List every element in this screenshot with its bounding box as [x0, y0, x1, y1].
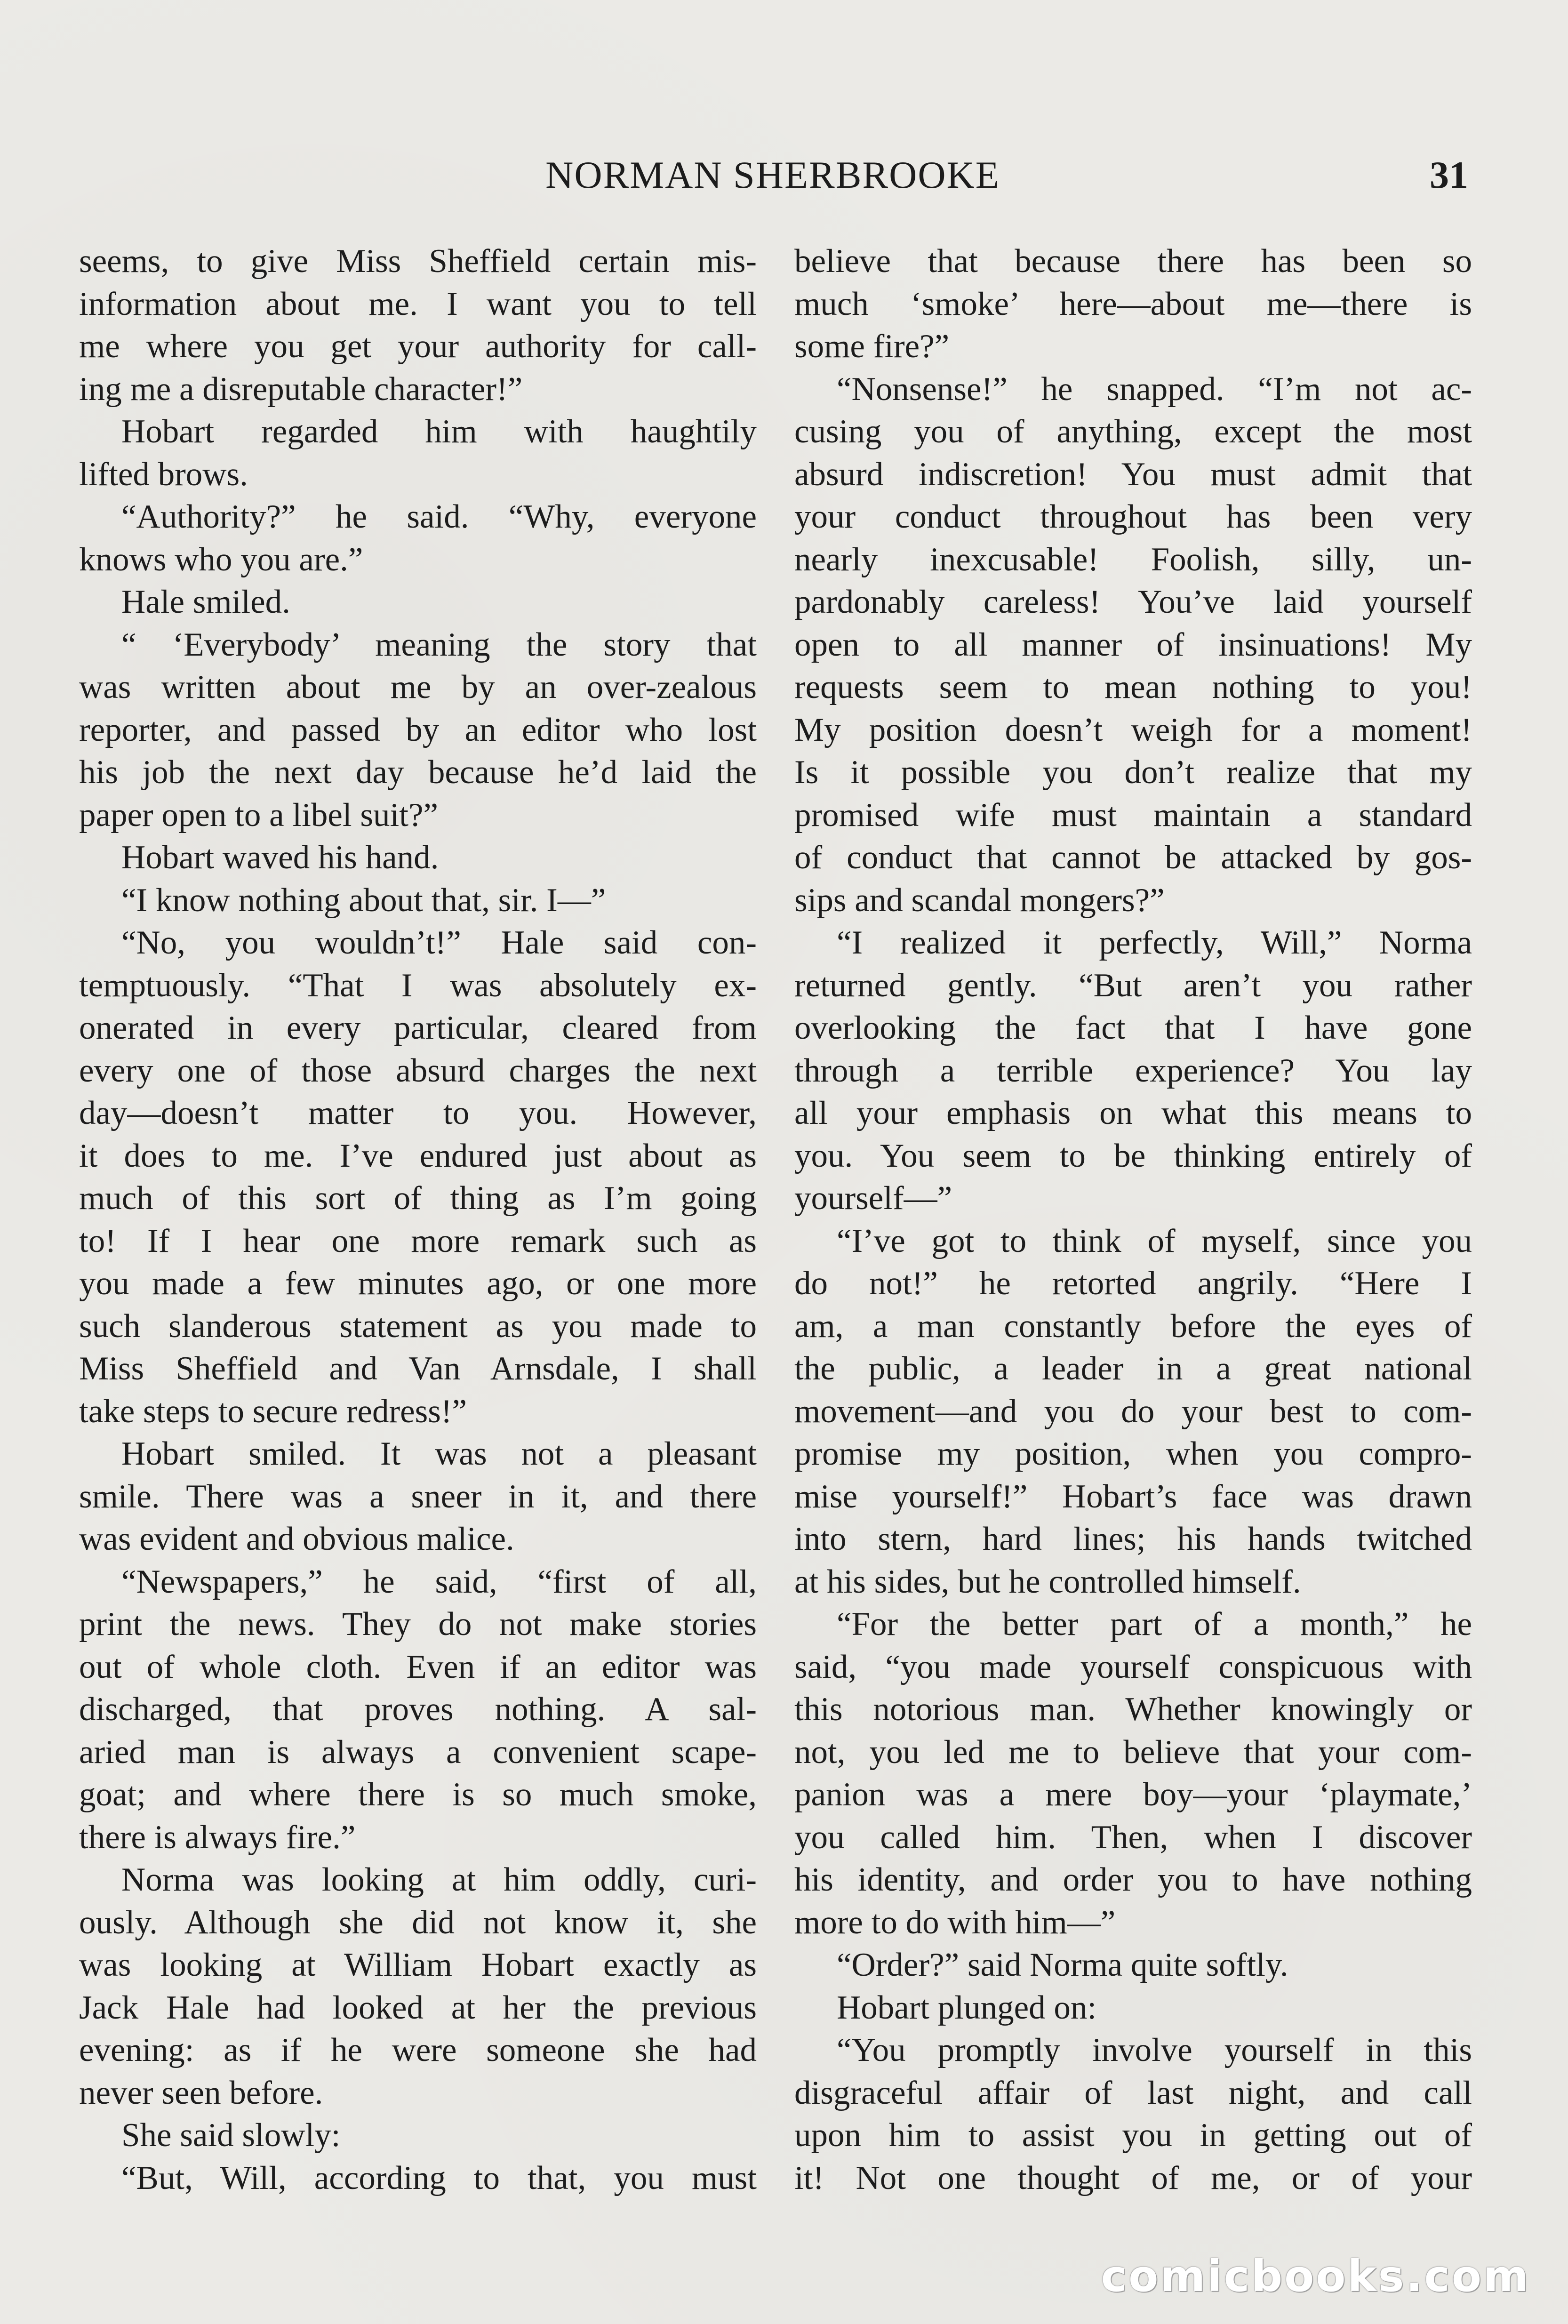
- text-line: much of this sort of thing as I’m going: [79, 1180, 757, 1217]
- text-line: “I know nothing about that, sir. I—”: [121, 882, 606, 919]
- text-line: Jack Hale had looked at her the previous: [79, 1989, 757, 2026]
- text-line: ously. Although she did not know it, she: [79, 1904, 757, 1941]
- text-line: disgraceful affair of last night, and call: [794, 2074, 1472, 2111]
- text-line: Norma was looking at him oddly, curi-: [121, 1861, 757, 1898]
- text-line: every one of those absurd charges the next: [79, 1052, 757, 1089]
- text-line: ing me a disreputable character!”: [79, 370, 523, 408]
- text-line: “ ‘Everybody’ meaning the story that: [121, 626, 757, 663]
- text-line: temptuously. “That I was absolutely ex-: [79, 967, 757, 1004]
- text-line: print the news. They do not make stories: [79, 1606, 757, 1643]
- text-line: discharged, that proves nothing. A sal-: [79, 1691, 757, 1728]
- text-line: onerated in every particular, cleared from: [79, 1010, 757, 1046]
- text-line: information about me. I want you to tell: [79, 285, 757, 322]
- text-line: not, you led me to believe that your com-: [794, 1733, 1472, 1771]
- text-line: “Newspapers,” he said, “first of all,: [121, 1563, 757, 1600]
- text-line: day—doesn’t matter to you. However,: [79, 1095, 757, 1131]
- text-line: you called him. Then, when I discover: [794, 1819, 1472, 1856]
- text-line: through a terrible experience? You lay: [794, 1052, 1472, 1089]
- text-line: She said slowly:: [121, 2117, 341, 2154]
- text-line: Hobart smiled. It was not a pleasant: [121, 1435, 757, 1472]
- text-line: you made a few minutes ago, or one more: [79, 1265, 757, 1302]
- text-line: open to all manner of insinuations! My: [794, 626, 1472, 663]
- text-line: mise yourself!” Hobart’s face was drawn: [794, 1478, 1472, 1515]
- text-line: Hobart plunged on:: [837, 1989, 1097, 2026]
- text-line: Is it possible you don’t realize that my: [794, 754, 1472, 791]
- text-line: more to do with him—”: [794, 1904, 1116, 1941]
- text-line: reporter, and passed by an editor who lost: [79, 711, 757, 748]
- text-line: at his sides, but he controlled himself.: [794, 1563, 1301, 1600]
- text-line: requests seem to mean nothing to you!: [794, 669, 1472, 705]
- text-line: nearly inexcusable! Foolish, silly, un-: [794, 541, 1472, 578]
- text-line: out of whole cloth. Even if an editor was: [79, 1648, 757, 1685]
- text-line: some fire?”: [794, 328, 950, 365]
- text-line: yourself—”: [794, 1180, 952, 1217]
- text-line: such slanderous statement as you made to: [79, 1307, 757, 1345]
- text-line: much ‘smoke’ here—about me—there is: [794, 285, 1472, 322]
- text-line: your conduct throughout has been very: [794, 498, 1472, 535]
- text-line: paper open to a libel suit?”: [79, 796, 438, 833]
- text-line: it does to me. I’ve endured just about as: [79, 1137, 757, 1174]
- text-line: “You promptly involve yourself in this: [837, 2032, 1472, 2068]
- text-line: “No, you wouldn’t!” Hale said con-: [121, 924, 757, 961]
- text-line: movement—and you do your best to com-: [794, 1393, 1472, 1430]
- text-line: “Nonsense!” he snapped. “I’m not ac-: [837, 370, 1472, 408]
- text-line: this notorious man. Whether knowingly or: [794, 1691, 1472, 1728]
- text-line: “But, Will, according to that, you must: [121, 2159, 757, 2196]
- right-column: [794, 240, 1472, 2199]
- text-line: me where you get your authority for call-: [79, 328, 757, 365]
- text-line: there is always fire.”: [79, 1819, 356, 1856]
- text-line: Hale smiled.: [121, 584, 290, 620]
- text-line: was looking at William Hobart exactly as: [79, 1947, 757, 1983]
- text-line: into stern, hard lines; his hands twitched: [794, 1521, 1472, 1557]
- text-line: absurd indiscretion! You must admit that: [794, 456, 1472, 493]
- text-line: overlooking the fact that I have gone: [794, 1010, 1472, 1046]
- text-line: was evident and obvious malice.: [79, 1521, 514, 1557]
- text-line: said, “you made yourself conspicuous with: [794, 1648, 1472, 1685]
- text-line: “I realized it perfectly, Will,” Norma: [837, 924, 1472, 961]
- text-line: the public, a leader in a great national: [794, 1350, 1472, 1387]
- text-line: Hobart regarded him with haughtily: [121, 413, 757, 450]
- text-line: lifted brows.: [79, 456, 248, 493]
- text-line: “Order?” said Norma quite softly.: [837, 1947, 1288, 1983]
- page-header: [77, 153, 1468, 198]
- text-line: never seen before.: [79, 2074, 323, 2111]
- text-line: pardonably careless! You’ve laid yourself: [794, 584, 1472, 620]
- text-line: to! If I hear one more remark such as: [79, 1222, 757, 1259]
- text-line: his job the next day because he’d laid the: [79, 754, 757, 791]
- text-line: sips and scandal mongers?”: [794, 882, 1165, 919]
- running-head: NORMAN SHERBROOKE: [545, 153, 1000, 196]
- text-line: smile. There was a sneer in it, and there: [79, 1478, 757, 1515]
- text-line: do not!” he retorted angrily. “Here I: [794, 1265, 1472, 1302]
- page-number: 31: [1430, 153, 1468, 196]
- text-line: cusing you of anything, except the most: [794, 413, 1472, 450]
- text-line: returned gently. “But aren’t you rather: [794, 967, 1472, 1004]
- text-line: Miss Sheffield and Van Arnsdale, I shall: [79, 1350, 757, 1387]
- text-line: aried man is always a convenient scape-: [79, 1733, 757, 1771]
- text-line: seems, to give Miss Sheffield certain mis-: [79, 243, 757, 280]
- text-line: upon him to assist you in getting out of: [794, 2117, 1472, 2154]
- text-line: promised wife must maintain a standard: [794, 796, 1472, 833]
- text-line: am, a man constantly before the eyes of: [794, 1307, 1472, 1345]
- watermark-logo: comicbooks.com: [1101, 2251, 1530, 2301]
- left-column: [79, 240, 757, 2199]
- text-line: take steps to secure redress!”: [79, 1393, 467, 1430]
- text-line: “Authority?” he said. “Why, everyone: [121, 498, 757, 535]
- text-line: My position doesn’t weigh for a moment!: [794, 711, 1472, 748]
- text-line: believe that because there has been so: [794, 243, 1472, 280]
- text-line: “For the better part of a month,” he: [837, 1606, 1472, 1643]
- text-line: “I’ve got to think of myself, since you: [837, 1222, 1472, 1259]
- text-line: evening: as if he were someone she had: [79, 2032, 757, 2068]
- text-line: Hobart waved his hand.: [121, 839, 439, 876]
- text-line: of conduct that cannot be attacked by gos-: [794, 839, 1472, 876]
- text-line: it! Not one thought of me, or of your: [794, 2159, 1472, 2196]
- text-line: knows who you are.”: [79, 541, 363, 578]
- text-line: all your emphasis on what this means to: [794, 1095, 1472, 1131]
- text-line: goat; and where there is so much smoke,: [79, 1776, 757, 1813]
- text-line: his identity, and order you to have nothing: [794, 1861, 1472, 1898]
- text-line: promise my position, when you compro-: [794, 1435, 1472, 1472]
- text-line: you. You seem to be thinking entirely of: [794, 1137, 1472, 1174]
- text-line: panion was a mere boy—your ‘playmate,’: [794, 1776, 1472, 1813]
- text-line: was written about me by an over-zealous: [79, 669, 757, 705]
